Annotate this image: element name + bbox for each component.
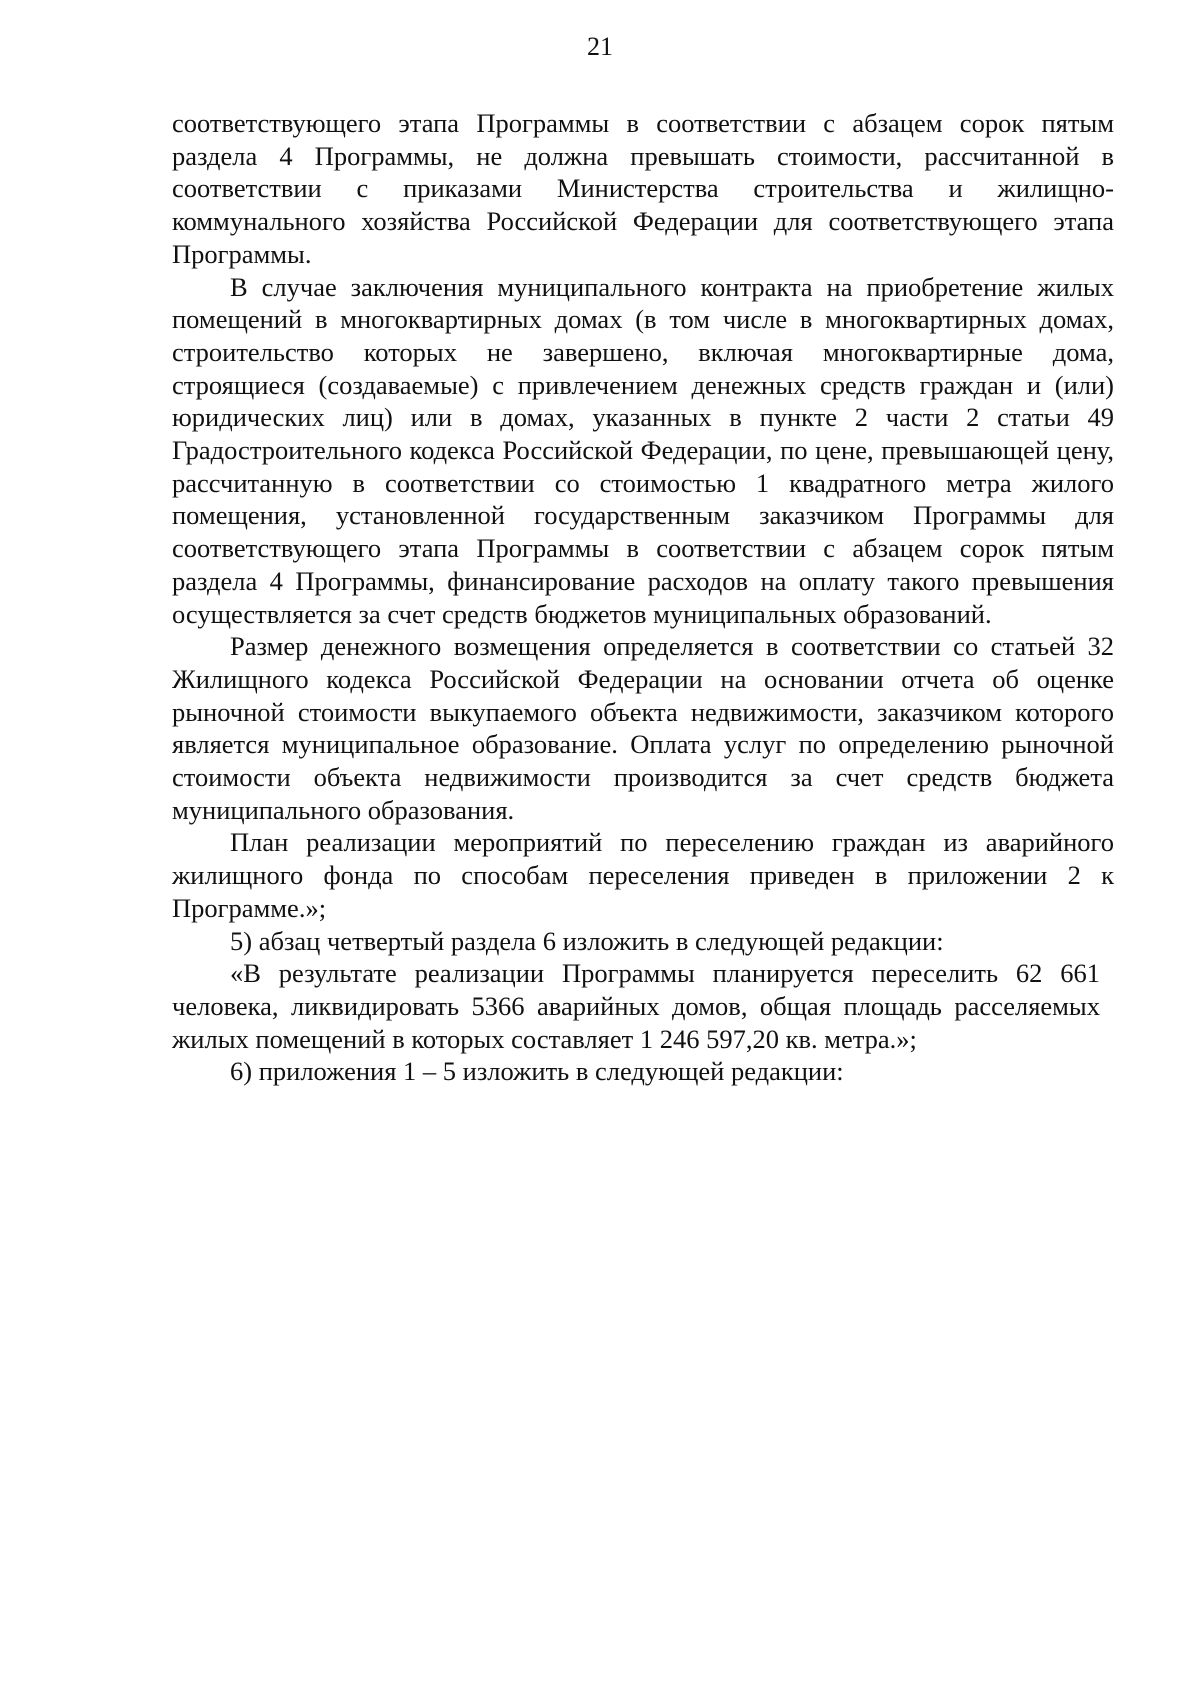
document-body <box>172 107 1114 1088</box>
paragraph-amendment-5: 5) абзац четвертый раздела 6 изложить в следующей редакции: <box>230 925 944 956</box>
paragraph-amendment-6: 6) приложения 1 – 5 изложить в следующей редакции: <box>230 1056 844 1087</box>
paragraph-resettlement-plan: План реализации мероприятий по переселению граждан из аварийного жилищного фонда по способам переселения приведен в приложении 2 к Программе.»; <box>172 827 1114 923</box>
paragraph-continuation: соответствующего этапа Программы в соответствии с абзацем сорок пятым раздела 4 Программы, не должна превышать стоимости, рассчитанной в соответствии с приказами Министерства строительства и жилищно-коммунального хозяйства Российской Федерации для соответствующего этапа Программы. <box>172 108 1114 269</box>
paragraph-municipal-contract: В случае заключения муниципального контракта на приобретение жилых помещений в многоквартирных домах (в том числе в многоквартирных домах, строительство которых не завершено, включая многоквартирные дома, строящиеся (создаваемые) с привлечением денежных средств граждан и (или) юридических лиц) или в домах, указанных в пункте 2 части 2 статьи 49 Градостроительного кодекса Российской Федерации, по цене, превышающей цену, рассчитанную в соответствии со стоимостью 1 квадратного метра жилого помещения, установленной государственным заказчиком Программы для соответствующего этапа Программы в соответствии с абзацем сорок пятым раздела 4 Программы, финансирование расходов на оплату такого превышения осуществляется за счет средств бюджетов муниципальных образований. <box>172 271 1114 629</box>
page-number: 21 <box>587 32 613 61</box>
paragraph-compensation: Размер денежного возмещения определяется в соответствии со статьей 32 Жилищного кодекса Российской Федерации на основании отчета об оценке рыночной стоимости выкупаемого объекта недвижимости, заказчиком которого является муниципальное образование. Оплата услуг по определению рыночной стоимости объекта недвижимости производится за счет средств бюджета муниципального образования. <box>172 631 1114 825</box>
paragraph-program-result: «В результате реализации Программы планируется переселить 62 661 человека, ликвидировать 5366 аварийных домов, общая площадь расселяемых жилых помещений в которых составляет 1 246 597,20 кв. метра.»; <box>172 958 1100 1054</box>
